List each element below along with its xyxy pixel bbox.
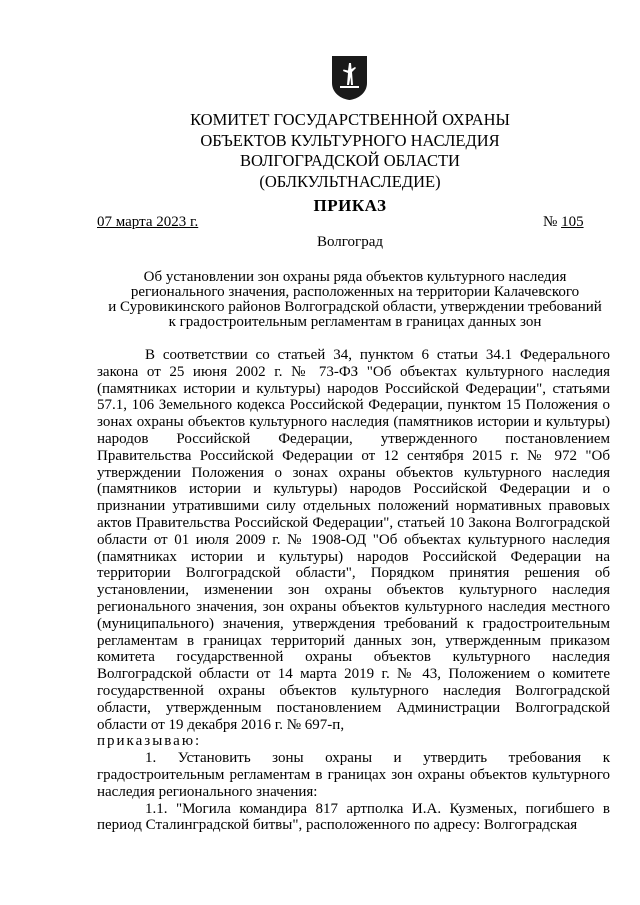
document-type-title: ПРИКАЗ <box>313 196 387 215</box>
number-value: 105 <box>561 214 584 230</box>
body-paragraph-item-1: 1. Установить зоны охраны и утвердить требования к градостроительным регламентам в границах зон охраны объектов культурного наследия регионального значения: <box>97 750 610 800</box>
body-paragraph-preamble: В соответствии со статьей 34, пунктом 6 статьи 34.1 Федерального закона от 25 июня 2002 г. № 73-ФЗ "Об объектах культурного наследия (памятниках истории и культуры) народов Российской Федерации", статьями 57.1, 106 Земельного кодекса Российской Федерации, пунктом 15 Положения о зонах охраны объектов культурного наследия (памятников истории и культуры) народов Российской Федерации, утвержденного постановлением Правительства Российской Федерации от 12 сентября 2015 г. № 972 "Об утверждении Положения о зонах охраны объектов культурного наследия (памятников истории и культуры) народов Российской Федерации и о признании утратившими силу отдельных положений нормативных правовых актов Правительства Российской Федерации", статьей 10 Закона Волгоградской области от 01 июля 2009 г. № 1908-ОД "Об объектах культурного наследия (памятниках истории и культуры) народов Российской Федерации на территории Волгоградской области", Порядком принятия решения об установлении, изменении зон охраны объектов культурного наследия регионального значения, зон охраны объектов культурного наследия местного (муниципального) значения, утверждения требований к градостроительным регламентам в границах территорий данных зон, утвержденным приказом комитета государственной охраны объектов культурного наследия Волгоградской области от 14 марта 2019 г. № 43, Положением о комитете государственной охраны объектов культурного наследия Волгоградской области, утвержденным постановлением Администрации Волгоградской области от 19 декабря 2016 г. № 697-п, <box>97 347 610 733</box>
header-line-4: (ОБЛКУЛЬТНАСЛЕДИЕ) <box>259 171 441 191</box>
order-word-text: приказываю: <box>97 733 202 750</box>
subject-line-3: и Суровикинского районов Волгоградской области, утверждении требований <box>108 299 602 315</box>
document-number <box>543 214 584 231</box>
order-word <box>97 733 610 750</box>
subject-line-2: регионального значения, расположенных на территории Калачевского <box>130 284 580 300</box>
document-body <box>97 347 610 834</box>
subject-line-4: к градостроительным регламентам в границах данных зон <box>168 314 542 330</box>
coat-of-arms-emblem <box>331 55 368 101</box>
header-line-1: КОМИТЕТ ГОСУДАРСТВЕННОЙ ОХРАНЫ <box>190 110 510 129</box>
header-line-3: ВОЛГОГРАДСКОЙ ОБЛАСТИ <box>240 151 460 170</box>
document-city: Волгоград <box>316 234 383 250</box>
organization-header <box>0 110 640 192</box>
number-prefix: № <box>543 214 558 230</box>
document-subject <box>100 270 610 330</box>
subject-line-1: Об установлении зон охраны ряда объектов культурного наследия <box>143 269 567 285</box>
body-paragraph-item-1-1: 1.1. "Могила командира 817 артполка И.А. Кузменых, погибшего в период Сталинградской битвы", расположенного по адресу: Волгоградская <box>97 800 610 834</box>
document-date: 07 марта 2023 г. <box>97 214 199 230</box>
header-line-2: ОБЪЕКТОВ КУЛЬТУРНОГО НАСЛЕДИЯ <box>200 130 500 150</box>
